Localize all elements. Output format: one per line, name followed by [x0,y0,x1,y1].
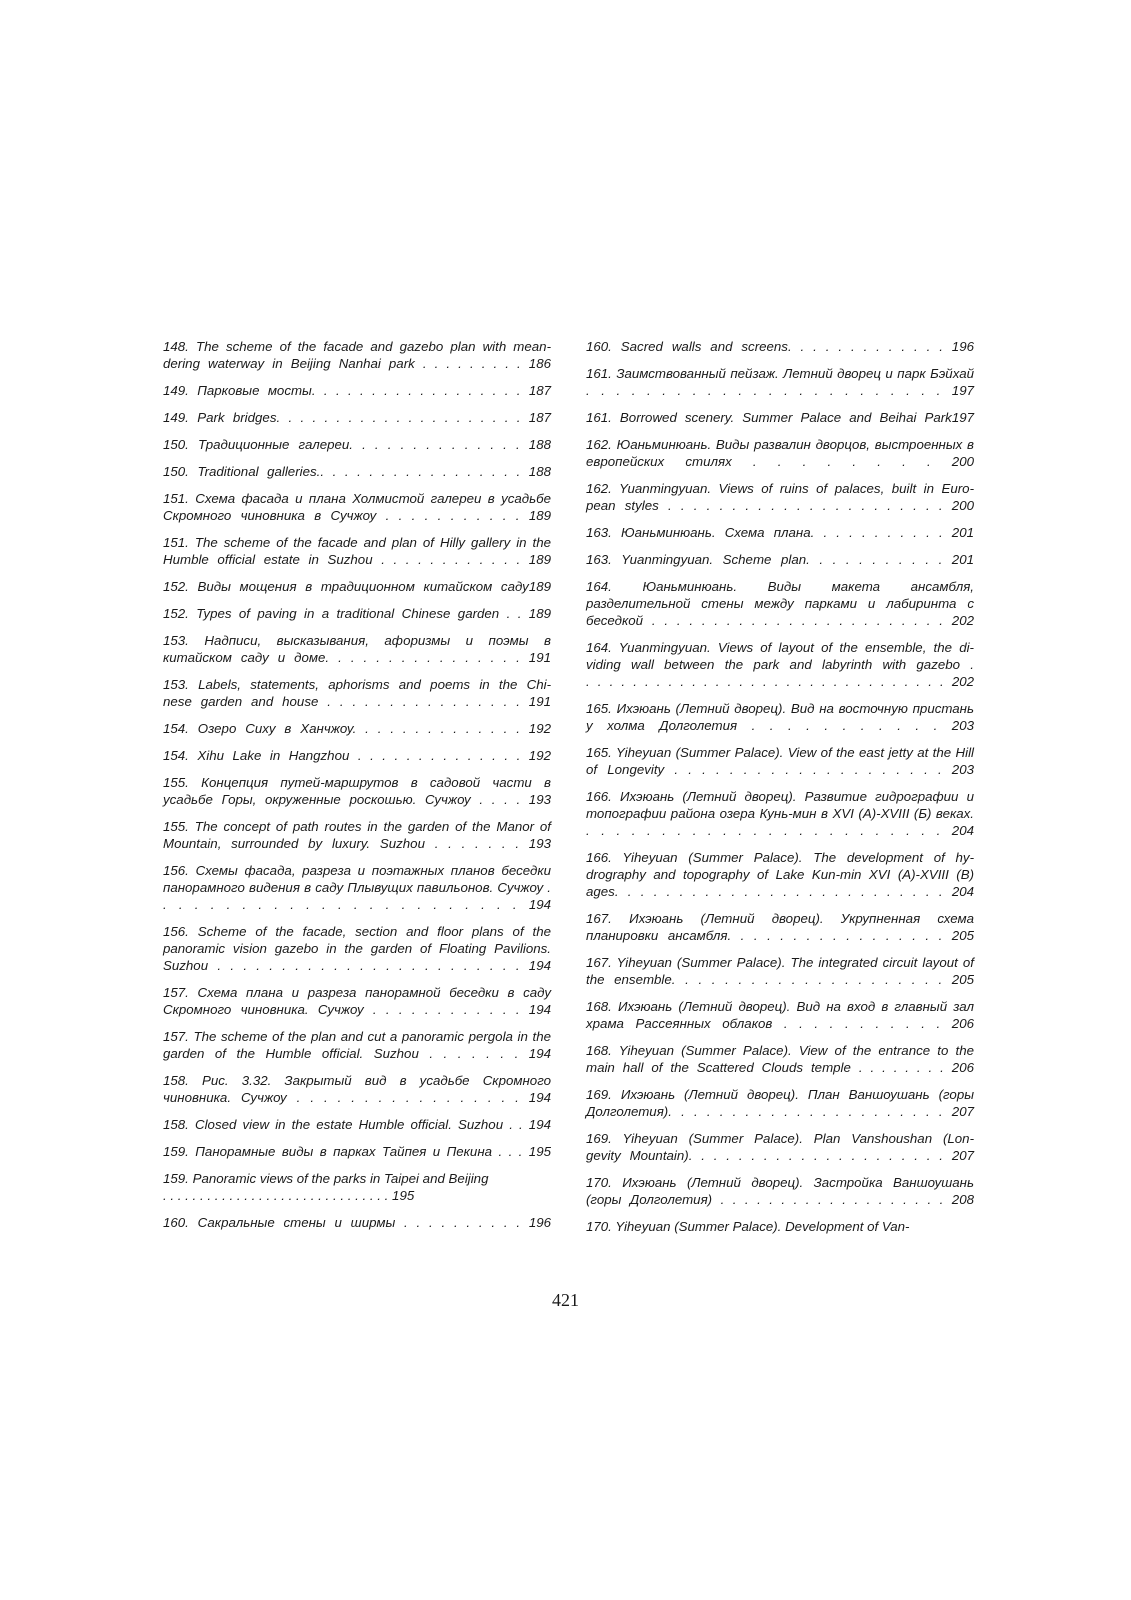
toc-entry: 161. Borrowed scenery. Summer Palace and Beihai Park197 [586,410,974,425]
toc-entry: 162. Юаньминюань. Виды развалин дворцов, выстроенных в европейских стилях . . . . . . . . 200 [586,437,974,469]
toc-left-column [163,338,551,1241]
toc-entry: 166. Yiheyuan (Summer Palace). The development of hy- drography and topography of Lake Kun-min XVI (A)-XVIII (B) ages. . . . . . . . . . . . . . . . . . . . . . . . . . 204 [586,850,974,899]
toc-entry: 152. Types of paving in a traditional Chinese garden . . 189 [163,606,551,621]
toc-entry: 163. Yuanmingyuan. Scheme plan. . . . . . . . . . . 201 [586,552,974,567]
toc-entry: 153. Надписи, высказывания, афоризмы и поэмы в китайском саду и доме. . . . . . . . . . . . . . . . 191 [163,633,551,665]
toc-entry: 156. Scheme of the facade, section and floor plans of the panoramic vision gazebo in the garden of Floating Pavilions. Suzhou . . . . . . . . . . . . . . . . . . . . . . . . 194 [163,924,551,973]
toc-entry: 162. Yuanmingyuan. Views of ruins of palaces, built in Euro- pean styles . . . . . . . . . . . . . . . . . . . . . . 200 [586,481,974,513]
toc-entry: 154. Озеро Сиху в Ханчжоу. . . . . . . . . . . . . . 192 [163,721,551,736]
toc-entry: 170. Yiheyuan (Summer Palace). Development of Van- [586,1219,910,1234]
toc-entry: 156. Схемы фасада, разреза и поэтажных планов беседки панорамного видения в саду Плывущих павильонов. Сучжоу . . . . . . . . . . . . . . . . . . . . . . . . 194 [163,863,551,912]
toc-entry: 149. Парковые мосты. . . . . . . . . . . . . . . . . . 187 [163,383,551,398]
page-number: 421 [552,1290,579,1310]
toc-entry: 170. Ихэюань (Летний дворец). Застройка Ваншоушань (горы Долголетия) . . . . . . . . . . . . . . . . . . . 208 [586,1175,974,1207]
toc-entry: 157. Схема плана и разреза панорамной беседки в саду Скромного чиновника. Сучжоу . . . . . . . . . . . . 194 [163,985,551,1017]
toc-entry: 167. Ихэюань (Летний дворец). Укрупненная схема планировки ансамбля. . . . . . . . . . . . . . . . . 205 [586,911,974,943]
toc-entry: 164. Yuanmingyuan. Views of layout of the ensemble, the di- viding wall between the park and labyrinth with gazebo . . . . . . . . . . . . . . . . . . . . . . . . . . . . . . . . 202 [586,640,974,689]
toc-entry: 149. Park bridges. . . . . . . . . . . . . . . . . . . . . 187 [163,410,551,425]
toc-entry: 148. The scheme of the facade and gazebo plan with mean- dering waterway in Beijing Nanhai park . . . . . . . . . 186 [163,339,551,371]
toc-entry: 158. Рис. 3.32. Закрытый вид в усадьбе Скромного чиновника. Сучжоу . . . . . . . . . . . . . . . . . 194 [163,1073,551,1105]
toc-entry: 165. Yiheyuan (Summer Palace). View of the east jetty at the Hill of Longevity . . . . . . . . . . . . . . . . . . . . 203 [586,745,974,777]
toc-entry: 164. Юаньминюань. Виды макета ансамбля, разделительной стены между парками и лабиринта с беседкой . . . . . . . . . . . . . . . . . . . . . . . . 202 [586,579,974,628]
toc-entry: 158. Closed view in the estate Humble official. Suzhou . . 194 [163,1117,551,1132]
toc-entry: 157. The scheme of the plan and cut a panoramic pergola in the garden of the Humble official. Suzhou . . . . . . . 194 [163,1029,551,1061]
toc-entry: 167. Yiheyuan (Summer Palace). The integrated circuit layout of the ensemble. . . . . . . . . . . . . . . . . . . . . 205 [586,955,974,987]
toc-entry: 163. Юаньминюань. Схема плана. . . . . . . . . . . 201 [586,525,974,540]
toc-entry: 159. Panoramic views of the parks in Taipei and Beijing . . . . . . . . . . . . . . . . . . . . . . . . . . . . . . . 195 [163,1171,489,1203]
toc-entry: 152. Виды мощения в традиционном китайском саду189 [163,579,551,594]
toc-entry: 161. Заимствованный пейзаж. Летний дворец и парк Бэйхай . . . . . . . . . . . . . . . . . . . . . . . . 197 [586,366,974,398]
toc-entry: 151. Схема фасада и плана Холмистой галереи в усадьбе Скромного чиновника в Сучжоу . . . . . . . . . . . 189 [163,491,551,523]
toc-entry: 165. Ихэюань (Летний дворец). Вид на восточную пристань у холма Долголетия . . . . . . . . . . . 203 [586,701,974,733]
toc-entry: 168. Yiheyuan (Summer Palace). View of the entrance to the main hall of the Scattered Clouds temple . . . . . . . . 206 [586,1043,974,1075]
toc-right-column [586,338,974,1245]
toc-entry: 160. Sacred walls and screens. . . . . . . . . . . . . 196 [586,339,974,354]
toc-entry: 168. Ихэюань (Летний дворец). Вид на вход в главный зал храма Рассеянных облаков . . . . . . . . . . . 206 [586,999,974,1031]
toc-entry: 160. Сакральные стены и ширмы . . . . . . . . . . 196 [163,1215,551,1230]
toc-entry: 155. Концепция путей-маршрутов в садовой части в усадьбе Горы, окруженные роскошью. Сучжоу . . . . 193 [163,775,551,807]
toc-entry: 151. The scheme of the facade and plan of Hilly gallery in the Humble official estate in Suzhou . . . . . . . . . . . . 189 [163,535,551,567]
toc-entry: 153. Labels, statements, aphorisms and poems in the Chi- nese garden and house . . . . . . . . . . . . . . . . 191 [163,677,551,709]
toc-entry: 154. Xihu Lake in Hangzhou . . . . . . . . . . . . . . 192 [163,748,551,763]
toc-entry: 150. Традиционные галереи. . . . . . . . . . . . . . 188 [163,437,551,452]
toc-entry: 159. Панорамные виды в парках Тайпея и Пекина . . . 195 [163,1144,551,1159]
toc-entry: 166. Ихэюань (Летний дворец). Развитие гидрографии и топографии района озера Кунь-мин в XVI (А)-XVIII (Б) веках. . . . . . . . . . . . . . . . . . . . . . . . . 204 [586,789,974,838]
toc-entry: 169. Yiheyuan (Summer Palace). Plan Vanshoushan (Lon- gevity Mountain). . . . . . . . . . . . . . . . . . . . . 207 [586,1131,974,1163]
toc-entry: 155. The concept of path routes in the garden of the Manor of Mountain, surrounded by luxury. Suzhou . . . . . . . 193 [163,819,551,851]
toc-entry: 169. Ихэюань (Летний дворец). План Ваншоушань (горы Долголетия). . . . . . . . . . . . . . . . . . . . . . 207 [586,1087,974,1119]
toc-entry: 150. Traditional galleries.. . . . . . . . . . . . . . . . . 188 [163,464,551,479]
